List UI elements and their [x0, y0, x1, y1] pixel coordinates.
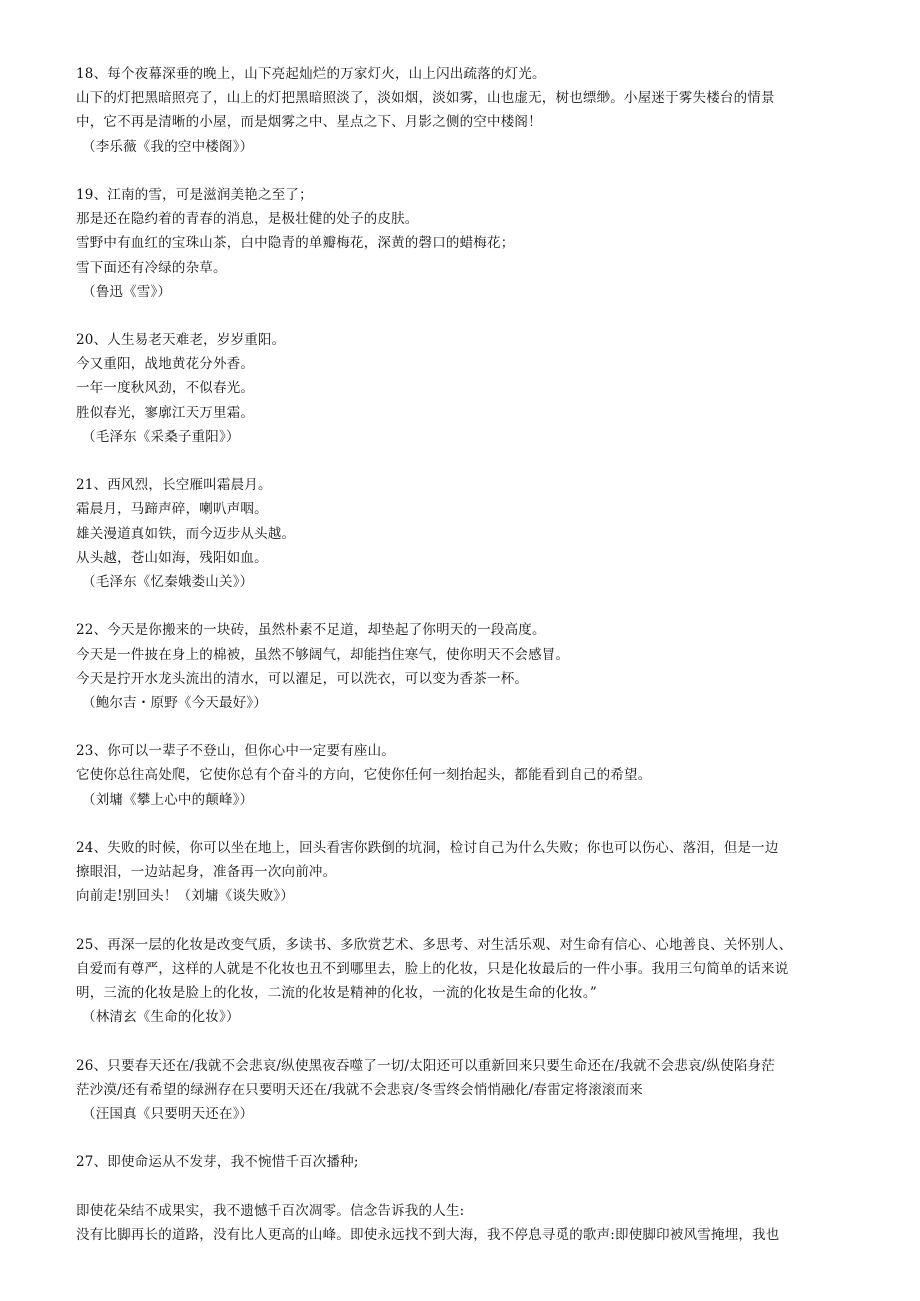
entry-text-line: 24、失败的时候，你可以坐在地上，回头看害你跌倒的坑洞，检讨自己为什么失败；你也可以伤心、落泪，但是一边: [76, 840, 779, 856]
entry-text-line: 从头越，苍山如海，残阳如血。: [76, 549, 268, 566]
entry-text-line: 27、即使命运从不发芽，我不惋惜千百次播种;: [76, 1154, 359, 1171]
entry-text-line: 21、西风烈，长空雁叫霜晨月。: [76, 477, 272, 494]
entry-text-line: 那是还在隐约着的青春的消息，是极壮健的处子的皮肤。: [76, 211, 419, 228]
entry-text-line: 18、每个夜幕深垂的晚上，山下亮起灿烂的万家灯火，山上闪出疏落的灯光。: [76, 66, 546, 82]
entry-text-line: 茫沙漠/还有希望的绿洲存在只要明天还在/我就不会悲哀/冬雪终会悄悄融化/春雷定将滚滚而来: [76, 1081, 643, 1098]
entry-text-line: 擦眼泪，一边站起身，准备再一次向前冲。: [76, 864, 337, 881]
blank-line: [76, 1030, 884, 1054]
entry-text-line: 向前走!别回头！（刘墉《谈失败》）: [76, 888, 295, 905]
entry-source: （刘墉《攀上心中的颠峰》）: [82, 791, 254, 808]
entry-text-line: 25、再深一层的化妆是改变气质，多读书、多欣赏艺术、多思考、对生活乐观、对生命有信心、心地善良、关怀别人、: [76, 936, 793, 953]
entry-text-line: 今又重阳，战地黄花分外香。: [76, 356, 255, 373]
entry-text-line: 自爱而有尊严，这样的人就是不化妆也丑不到哪里去，脸上的化妆，只是化妆最后的一件小事。我用三句简单的话来说: [76, 960, 789, 977]
entry-26: [76, 1054, 884, 1151]
entry-text-line: 26、只要春天还在/我就不会悲哀/纵使黑夜吞噬了一切/太阳还可以重新回来只要生命还在/我就不会悲哀/纵使陷身茫: [76, 1057, 775, 1074]
blank-line: [76, 812, 884, 836]
entry-21: [76, 473, 884, 618]
entry-source: （毛泽东《采桑子重阳》）: [82, 428, 240, 445]
blank-line: [76, 909, 884, 933]
entry-source: （李乐薇《我的空中楼阁》）: [82, 138, 254, 155]
entry-24: [76, 836, 884, 933]
entry-text-line: 它使你总往高处爬，它使你总有个奋斗的方向，它使你任何一刻抬起头，都能看到自己的希望。: [76, 767, 652, 784]
entry-text-line: 23、你可以一辈子不登山，但你心中一定要有座山。: [76, 743, 395, 760]
entry-27-continued: [76, 1199, 884, 1247]
blank-line: [76, 449, 884, 473]
entry-text-line: 雪下面还有冷绿的杂草。: [76, 259, 227, 276]
entry-source: （鲁迅《雪》）: [82, 283, 172, 300]
blank-line: [76, 159, 884, 183]
entry-27: [76, 1150, 884, 1198]
entry-18: [76, 62, 884, 183]
blank-line: [76, 304, 884, 328]
entry-source: （汪国真《只要明天还在》）: [82, 1106, 254, 1123]
entry-text-line: 今天是一件披在身上的棉被，虽然不够阔气，却能挡住寒气，使你明天不会感冒。: [76, 646, 570, 663]
entry-text-line: 山下的灯把黑暗照亮了，山上的灯把黑暗照淡了，淡如烟，淡如雾，山也虚无，树也缥缈。小屋迷于雾失楼台的情景: [76, 90, 775, 107]
entry-text-line: 胜似春光，寥廓江天万里霜。: [76, 404, 255, 421]
blank-line: [76, 1175, 884, 1199]
entry-text-line: 22、今天是你搬来的一块砖，虽然朴素不足道，却垫起了你明天的一段高度。: [76, 622, 546, 639]
entry-text-line: 今天是拧开水龙头流出的清水，可以濯足，可以洗衣，可以变为香茶一杯。: [76, 670, 529, 687]
blank-line: [76, 1126, 884, 1150]
entry-text-line: 中，它不再是清晰的小屋，而是烟雾之中、星点之下、月影之侧的空中楼阁！: [76, 114, 542, 131]
entry-source: （鲍尔吉・原野《今天最好》）: [82, 694, 268, 711]
entry-25: [76, 933, 884, 1054]
entry-text-line: 霜晨月，马蹄声碎，喇叭声咽。: [76, 501, 268, 518]
document-body: [76, 62, 884, 1247]
entry-19: [76, 183, 884, 328]
entry-text-line: 即使花朵结不成果实，我不遗憾千百次凋零。信念告诉我的人生:: [76, 1202, 465, 1219]
entry-text-line: 20、人生易老天难老，岁岁重阳。: [76, 332, 286, 349]
entry-text-line: 19、江南的雪，可是滋润美艳之至了；: [76, 186, 313, 203]
entry-text-line: 一年一度秋风劲，不似春光。: [76, 380, 255, 397]
entry-source: （林清玄《生命的化妆》）: [82, 1009, 240, 1026]
entry-text-line: 雪野中有血红的宝珠山茶，白中隐青的单瓣梅花，深黄的磬口的蜡梅花；: [76, 235, 515, 252]
entry-text-line: 明，三流的化妆是脸上的化妆，二流的化妆是精神的化妆，一流的化妆是生命的化妆。”: [76, 985, 597, 1002]
entry-text-line: 雄关漫道真如铁，而今迈步从头越。: [76, 525, 296, 542]
entry-23: [76, 739, 884, 836]
entry-20: [76, 328, 884, 473]
entry-source: （毛泽东《忆秦娥娄山关》）: [82, 573, 254, 590]
blank-line: [76, 594, 884, 618]
entry-22: [76, 618, 884, 739]
entry-text-line: 没有比脚再长的道路，没有比人更高的山峰。即使永远找不到大海，我不停息寻觅的歌声:即使脚印被风雪掩埋，我也: [76, 1227, 780, 1243]
blank-line: [76, 715, 884, 739]
